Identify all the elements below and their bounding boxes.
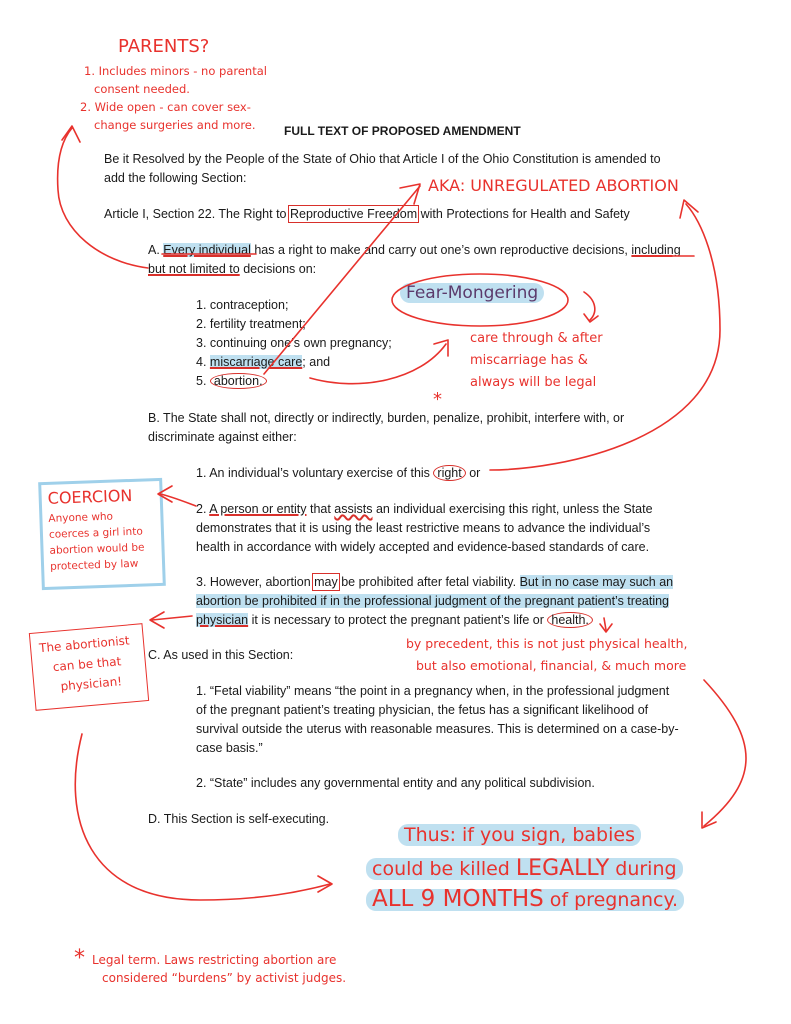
conclusion-all-9-months: ALL 9 MONTHS bbox=[372, 886, 544, 912]
person-or-entity-underline: A person or entity bbox=[209, 502, 307, 516]
fear-mongering-text: Fear-Mongering bbox=[400, 283, 544, 303]
footnote-line-1: Legal term. Laws restricting abortion are bbox=[92, 953, 337, 967]
arrow-to-parents bbox=[58, 128, 148, 268]
section-a-line-2 bbox=[148, 260, 316, 278]
section-c: C. As used in this Section: bbox=[148, 648, 294, 662]
conclusion-line-1 bbox=[398, 824, 641, 846]
health-note-2: but also emotional, financial, & much more bbox=[416, 658, 687, 673]
arrowhead-fear-care bbox=[584, 314, 598, 322]
c-item-2: 2. “State” includes any governmental entity and any political subdivision. bbox=[196, 776, 595, 790]
arrow-to-abortionist bbox=[152, 616, 192, 620]
conclusion-line-3-wrap bbox=[366, 886, 684, 912]
miscarriage-care-highlight: miscarriage care bbox=[209, 355, 303, 369]
including-underline: including bbox=[631, 243, 681, 257]
conclusion-text-3b: of pregnancy. bbox=[543, 889, 679, 911]
conclusion-text-1: Thus: if you sign, babies bbox=[398, 824, 641, 846]
arrowhead-aka bbox=[400, 184, 420, 204]
coercion-box bbox=[38, 478, 166, 590]
b-item-2-line-1 bbox=[196, 500, 653, 518]
arrow-fear-care bbox=[584, 292, 595, 320]
health-circled: health. bbox=[547, 612, 593, 628]
a-item-1: 1. contraception; bbox=[196, 298, 289, 312]
b1-prefix: 1. An individual’s voluntary exercise of this bbox=[196, 466, 434, 480]
a-item-4 bbox=[196, 353, 330, 371]
arrowhead-right-aka bbox=[680, 200, 698, 218]
amendment-title: FULL TEXT OF PROPOSED AMENDMENT bbox=[284, 124, 521, 138]
a-end: decisions on: bbox=[239, 262, 317, 276]
conclusion-line-3 bbox=[366, 886, 684, 912]
b-item-3-line-1 bbox=[196, 573, 673, 591]
burden-asterisk: * bbox=[433, 389, 442, 410]
coercion-title: COERCION bbox=[47, 485, 133, 508]
aka-note: AKA: UNREGULATED ABORTION bbox=[428, 176, 679, 195]
parents-note-2a: 2. Wide open - can cover sex- bbox=[80, 100, 251, 114]
coercion-line-3: abortion would be bbox=[49, 541, 145, 557]
coercion-line-2: coerces a girl into bbox=[48, 525, 143, 541]
section-a-line-1 bbox=[148, 241, 681, 259]
abortion-prohibited-highlight: abortion be prohibited if in the professional judgment of the pregnant patient’s treating bbox=[196, 594, 670, 608]
intro-line-2: add the following Section: bbox=[104, 171, 247, 185]
conclusion-legally: LEGALLY bbox=[515, 856, 610, 881]
care-note-3: always will be legal bbox=[470, 375, 597, 390]
abortionist-line-1: The abortionist bbox=[38, 633, 131, 656]
parents-note-1a: 1. Includes minors - no parental bbox=[84, 64, 267, 78]
abortionist-box bbox=[29, 623, 149, 711]
a-item4-suffix: ; and bbox=[302, 355, 331, 369]
conclusion-line-2 bbox=[366, 856, 683, 881]
a-item-2: 2. fertility treatment; bbox=[196, 317, 306, 331]
arrowhead-conclusion-right bbox=[702, 812, 716, 828]
arrowhead-health bbox=[600, 624, 612, 632]
section-d: D. This Section is self-executing. bbox=[148, 812, 330, 826]
c-item-1-line-1: 1. “Fetal viability” means “the point in a pregnancy when, in the professional judgment bbox=[196, 684, 670, 698]
a-item4-prefix: 4. bbox=[196, 355, 210, 369]
right-circled: right bbox=[433, 465, 465, 481]
care-note-1: care through & after bbox=[470, 331, 603, 346]
coercion-line-4: protected by law bbox=[49, 557, 139, 573]
arrowhead-conclusion-left bbox=[318, 876, 332, 892]
conclusion-text-2a: could be killed bbox=[372, 858, 516, 880]
coercion-line-1: Anyone who bbox=[48, 510, 114, 525]
b2-line1-end: an individual exercising this right, unless the State bbox=[372, 502, 653, 516]
may-boxed: may bbox=[314, 575, 338, 589]
abortionist-line-2: can be that bbox=[52, 654, 122, 675]
arrowhead-parents bbox=[62, 126, 80, 142]
b3-mid: be prohibited after fetal viability. bbox=[337, 575, 520, 589]
arrow-to-coercion bbox=[160, 494, 196, 506]
section-b-line-1: B. The State shall not, directly or indirectly, burden, penalize, prohibit, interfere with, or bbox=[148, 411, 625, 425]
footnote-line-2: considered “burdens” by activist judges. bbox=[102, 971, 347, 985]
c-item-1-line-4: case basis.” bbox=[196, 741, 263, 755]
article-prefix: Article I, Section 22. The Right to bbox=[104, 207, 290, 221]
a-prefix: A. bbox=[148, 243, 164, 257]
b1-suffix: or bbox=[465, 466, 481, 480]
abortionist-line-3: physician! bbox=[59, 674, 123, 694]
b2-mid: that bbox=[306, 502, 335, 516]
abortion-circled: abortion. bbox=[210, 373, 267, 389]
arrowhead-abortionist bbox=[150, 612, 164, 628]
a-item-3: 3. continuing one’s own pregnancy; bbox=[196, 336, 392, 350]
every-individual-highlight: Every individual bbox=[163, 243, 251, 257]
b-item-2-line-3: health in accordance with widely accepted and evidence-based standards of care. bbox=[196, 540, 650, 554]
assists-wavy: assists bbox=[334, 502, 373, 516]
footnote-asterisk: * bbox=[74, 946, 85, 971]
health-note-1: by precedent, this is not just physical health, bbox=[406, 636, 688, 651]
b-item-3-line-3 bbox=[196, 611, 593, 629]
arrow-right-to-conclusion bbox=[704, 680, 746, 826]
intro-line-1: Be it Resolved by the People of the State of Ohio that Article I of the Ohio Constitution is amended to bbox=[104, 152, 661, 166]
a-item5-prefix: 5. bbox=[196, 374, 210, 388]
b2-prefix: 2. bbox=[196, 502, 210, 516]
b3-line3-end: it is necessary to protect the pregnant patient’s life or bbox=[248, 613, 548, 627]
a-item-5 bbox=[196, 372, 267, 390]
arrowhead-fear bbox=[434, 340, 448, 356]
a-mid: has a right to make and carry out one’s own reproductive decisions, bbox=[250, 243, 632, 257]
in-no-case-highlight: But in no case may such an bbox=[519, 575, 674, 589]
parents-note-2b: change surgeries and more. bbox=[94, 118, 256, 132]
b-item-1 bbox=[196, 464, 480, 482]
b3-prefix: 3. However, abortion bbox=[196, 575, 315, 589]
not-limited-underline: but not limited to bbox=[148, 262, 240, 276]
reproductive-freedom-boxed: Reproductive Freedom bbox=[289, 207, 418, 221]
care-note-2: miscarriage has & bbox=[470, 353, 588, 368]
article-heading bbox=[104, 205, 630, 223]
fear-mongering-note bbox=[400, 283, 544, 303]
arrow-health bbox=[604, 618, 606, 630]
c-item-1-line-3: survival outside the uterus with reasonable measures. This is determined on a case-by- bbox=[196, 722, 679, 736]
parents-note-1b: consent needed. bbox=[94, 82, 190, 96]
physician-highlight: physician bbox=[196, 613, 249, 627]
conclusion-line-2-wrap bbox=[366, 858, 683, 880]
article-suffix: with Protections for Health and Safety bbox=[417, 207, 630, 221]
b-item-2-line-2: demonstrates that it is using the least restrictive means to advance the individual’s bbox=[196, 521, 651, 535]
conclusion-text-2c: during bbox=[609, 858, 677, 880]
section-b-line-2: discriminate against either: bbox=[148, 430, 297, 444]
parents-title: PARENTS? bbox=[118, 36, 210, 57]
c-item-1-line-2: of the pregnant patient’s treating physician, the fetus has a significant likelihood of bbox=[196, 703, 649, 717]
b-item-3-line-2 bbox=[196, 592, 669, 610]
